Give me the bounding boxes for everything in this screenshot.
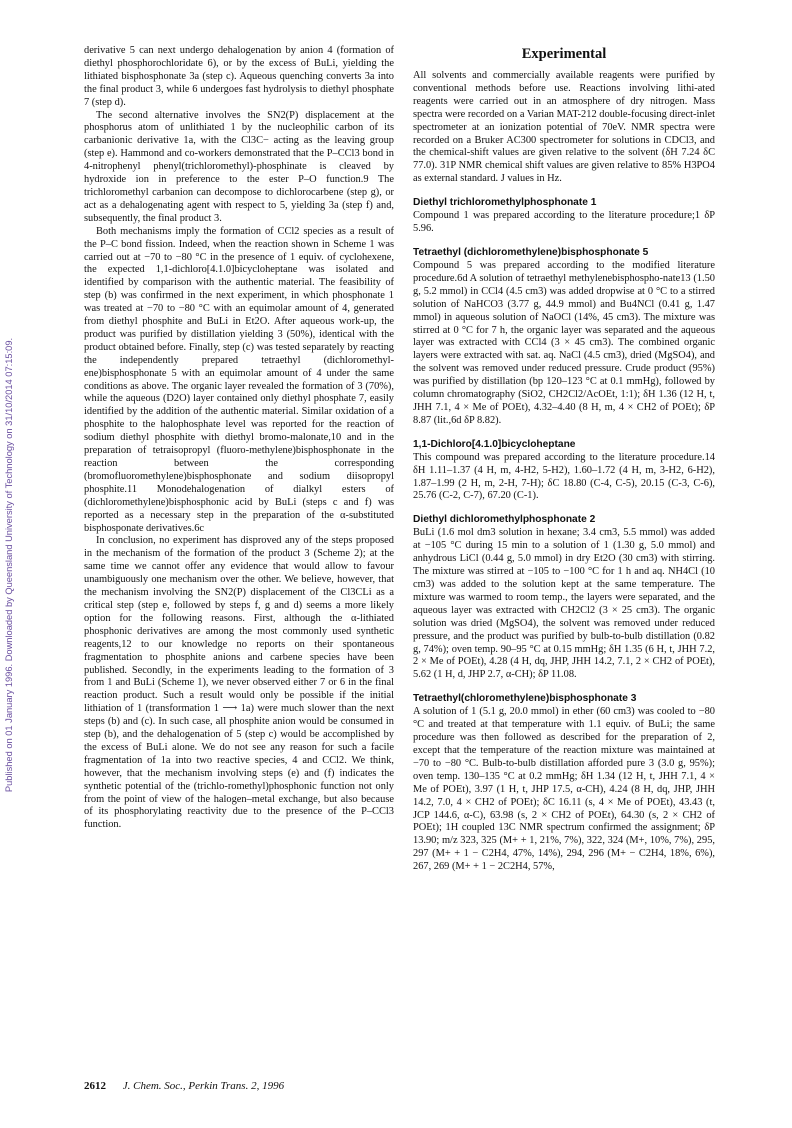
- compound-body: A solution of 1 (5.1 g, 20.0 mmol) in ether (60 cm3) was cooled to −80 °C and treated at that temperature with 1.1 equiv. of BuLi; the same procedure was then followed as described for the preparation of 2, except that the temperature of the reaction mixture was maintained at −70 to −80 °C. Bulb-to-bulb distillation afforded pure 3 (3.0 g, 95%); oven temp. 130–135 °C at 0.2 mmHg; δH 1.34 (12 H, t, JHH 7.1, 4 × Me of POEt), 3.97 (1 H, t, JHP 17.5, α-CH), 4.24 (8 H, dq, JHP, JHH 14.2, 7.0, 4 × CH2 of POEt); δC 16.11 (s, 4 × Me of POEt), 43.43 (t, JCP 144.6, α-C), 63.98 (s, 2 × CH2 of POEt), 64.30 (s, 2 × CH2 of POEt); 1H coupled 13C NMR spectrum confirmed the assignment; δP 13.90; m/z 323, 325 (M+ + 1, 21%, 7%), 322, 324 (M+, 10%, 7%), 295, 297 (M+ + 1 − C2H4, 47%, 14%), 294, 296 (M+ − C2H4, 18%, 6%), 267, 269 (M+ + 1 − 2C2H4, 57%,: [413, 706, 715, 873]
- compound-body: BuLi (1.6 mol dm3 solution in hexane; 3.4 cm3, 5.5 mmol) was added at −105 °C during 15 min to a solution of 1 (1.30 g, 5.0 mmol) and anhydrous LiCl (0.44 g, 5.0 mmol) in dry Et2O (30 cm3) with stirring. The mixture was stirred at −105 to −100 °C for 1 h and aq. NH4Cl (10 cm3) was added to the solution kept at the same temperature. The mixture was warmed to room temp., the layers were separated, and the aqueous layer was extracted with CH2Cl2 (3 × 25 cm3). The organic solution was dried (MgSO4), the solvent was removed under reduced pressure, and the product was purified by bulb-to-bulb distillation (0.82 g, 74%); oven temp. 90–95 °C at 0.15 mmHg; δH 1.35 (6 H, t, JHH 7.2, 2 × Me of POEt), 4.28 (4 H, dq, JHP, JHH 14.2, 7.1, 2 × CH2 of POEt), 5.62 (1 H, d, JHP 2.7, α-CH); δP 11.08.: [413, 527, 715, 681]
- compound-section: [413, 513, 715, 682]
- compound-section: [413, 438, 715, 504]
- page-number: 2612: [84, 1080, 106, 1092]
- left-column: [84, 45, 394, 832]
- compound-section: [413, 692, 715, 874]
- compound-title: Diethyl dichloromethylphosphonate 2: [413, 514, 596, 526]
- download-watermark: [2, 150, 16, 980]
- body-paragraph: The second alternative involves the SN2(P) displacement at the phosphorus atom of unlithiated 1 by the nucleophilic carbon of its carbanionic derivative 1a, with the Cl3C− acting as the leaving group (step e). Hammond and co-workers demonstrated that the P–CCl3 bond in 4-nitrophenyl phenyl(trichloromethyl)-phosphinate is cleaved by hydroxide ion in preference to the ester P–O function.9 The trichloromethyl carbanion can decompose to dichlorocarbene (step g), or act as a dehalogenating agent with respect to 5, yielding 3a (step f) and, subsequently, the final product 3.: [84, 109, 394, 224]
- compound-title: Tetraethyl (dichloromethylene)bisphosphonate 5: [413, 246, 649, 258]
- compound-section: [413, 246, 715, 428]
- compound-title: Diethyl trichloromethylphosphonate 1: [413, 197, 597, 209]
- experimental-intro: All solvents and commercially available reagents were purified by conventional methods before use. Reactions involving lithi-ated reagents were carried out in an atmosphere of dry nitrogen. Mass spectra were recorded on a Varian MAT-212 double-focusing direct-inlet spectrometer at an ionization potential of 70eV. NMR spectra were recorded on a Bruker AC300 spectrometer for solutions in CDCl3, and the chemical-shift values are given relative to the solvent (δH 7.24 δC 77.0). 31P NMR chemical shift values are given relative to 85% H3PO4 as external standard. J values in Hz.: [413, 70, 715, 185]
- compound-body: This compound was prepared according to the literature procedure.14 δH 1.11–1.37 (4 H, m, 4-H2, 5-H2), 1.60–1.72 (4 H, m, 3-H2, 6-H2), 1.87–1.99 (2 H, m, 2-H, 7-H); δC 18.80 (C-4, C-5), 20.15 (C-3, C-6), 25.76 (C-2, C-7), 67.20 (C-1).: [413, 451, 715, 502]
- compound-section: [413, 196, 715, 236]
- page-footer: [84, 1080, 284, 1092]
- right-column: [413, 45, 715, 874]
- section-title-experimental: Experimental: [521, 46, 607, 62]
- download-watermark-text: Published on 01 January 1996. Downloaded by Queensland University of Technology on 31/10/2014 07:15:09.: [4, 337, 14, 793]
- compound-body: Compound 5 was prepared according to the modified literature procedure.6d A solution of tetraethyl methylenebisphospho-nate13 (1.50 g, 5.2 mmol) in CCl4 (4.5 cm3) was added dropwise at 0 °C to a stirred solution of NaHCO3 (3.77 g, 44.9 mmol) and Bu4NCl (0.41 g, 1.47 mmol) in aqueous solution of NaOCl (14%, 45 cm3). The mixture was stirred at 0 °C for 7 h, the organic layer was separated and the aqueous layer was extracted with CCl4 (3 × 45 cm3). The combined organic layers were extracted with sat. aq. NaCl (4.5 cm3), dried (MgSO4), and the solvent was removed under reduced pressure. Crude product (95%) was purified by distillation (bp 120–123 °C at 0.1 mmHg), followed by column chromatography (SiO2, CH2Cl2/AcOEt, 1:1); δH 1.36 (12 H, t, JHH 7.1, 4 × Me of POEt), 4.32–4.40 (8 H, m, 4 × CH2 of POEt); δP 8.87 (lit.,6d δP 8.82).: [413, 259, 715, 426]
- body-paragraph: derivative 5 can next undergo dehalogenation by anion 4 (formation of diethyl phosphorochloridate 6), or by the excess of BuLi, yielding the lithiated bisphosphonate 3a (step c). Aqueous quenching converts 3a into the final product 3, while 6 undergoes fast hydrolysis to diethyl phosphate 7 (step d).: [84, 45, 394, 108]
- body-paragraph: Both mechanisms imply the formation of CCl2 species as a result of the P–C bond fission. Indeed, when the reaction shown in Scheme 1 was carried out at −70 to −80 °C in the presence of 1 equiv. of cyclohexene, the expected 1,1-dichloro[4.1.0]bicycloheptane was isolated and identified by comparison with the authentic material. The feasibility of step (b) was confirmed in the next experiment, in which phosphonate 1 was treated at −70 to −80 °C with an equimolar amount of 4, generated from diethyl phosphite and BuLi in Et2O. After aqueous work-up, the product was purified by distillation yielding 3 (50%), identical with the product obtained before. Finally, step (c) was tested separately by reacting the independently prepared tetraethyl (dichloromethyl-ene)bisphosphonate 5 with an equimolar amount of 4 under the same conditions as above. The organic layer revealed the formation of 3 (70%), while the aqueous (D2O) layer contained only diethyl phosphate 7, easily identified by the addition of the authentic material. Similar oxidation of a phosphite to the halophosphate level was reported for the reaction of sodium diethyl phosphite with diethyl bromo-malonate,10 and in the preparation of tetraisopropyl (fluoro-methylene)bisphosphonate in the reaction between the corresponding (bromofluoromethylene)bisphosphonate and sodium diisopropyl phosphite.11 Monodehalogenation of dialkyl esters of (dichloromethylene)bisphosphonic acid by BuLi (steps c and f) was reported as a necessary step in the preparation of the α-substituted bisphosponate derivatives.6c: [84, 225, 394, 534]
- compound-title: 1,1-Dichloro[4.1.0]bicycloheptane: [413, 438, 576, 450]
- journal-citation: J. Chem. Soc., Perkin Trans. 2, 1996: [122, 1080, 285, 1092]
- compound-body: Compound 1 was prepared according to the literature procedure;1 δP 5.96.: [413, 210, 715, 235]
- body-paragraph: In conclusion, no experiment has disproved any of the steps proposed in the mechanism of the formation of the product 3 (Scheme 2); at the same time we cannot offer any evidence that would allow to favour unambiguously one mechanism over the other. We believe, however, that the mechanism involving the SN2(P) displacement of the Cl3CLi as a critical step (step e, followed by steps f, g and d) seems a more likely option for the following reasons. First, although the α-lithiated phosphonic derivatives are among the most commonly used synthetic reagents,12 to our knowledge no reports on their spontaneous fragmentation to phosphite anions and carbene species have been published. Secondly, in the experiments leading to the formation of 3 from 1 and BuLi (Scheme 1), we never observed either 7 or 6 in the final reaction product. Such a result would only be possible if the initial lithiation of 1 (transformation 1 ⟶ 1a) were much slower than the next steps (b) and (c). In such case, all phosphite anion would be consumed in step (b), and the dehalogenation of 5 (step c) would be accomplished by the excess of BuLi alone. We do not see any reason for such a facile fragmentation of 1a into two reactive species, 4 and CCl2. We think, however, that the mechanism involving steps (e) and (f) indicates the synthetic potential of the (trichlo-romethyl)phosphonic function not only from the point of view of the halogen–metal exchange, but also because of its phosphorylating reactivity due to the presence of the P–CCl3 function.: [84, 535, 394, 831]
- compound-title: Tetraethyl(chloromethylene)bisphosphonate 3: [413, 693, 637, 705]
